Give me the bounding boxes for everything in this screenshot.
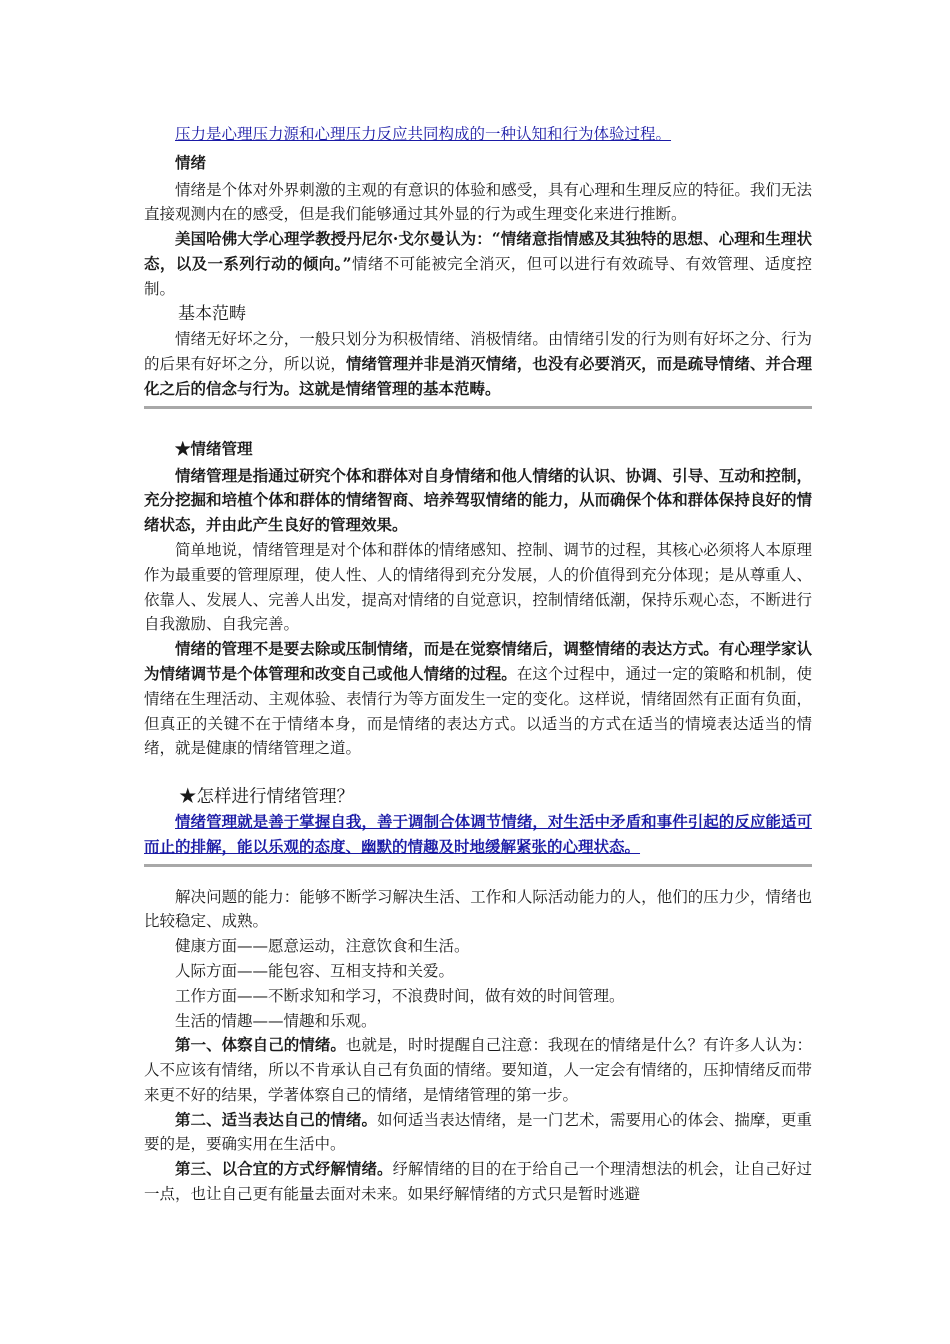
management-expression-paragraph: [144, 637, 812, 761]
basic-scope-bold: 情绪管理并非是消灭情绪，也没有必要消灭，而是疏导情绪、并合理化之后的信念与行为。这就是情绪管理的基本范畴。: [144, 354, 812, 398]
health-aspect-line: 健康方面——愿意运动，注意饮食和生活。: [175, 937, 470, 956]
interpersonal-aspect-line: 人际方面——能包容、互相支持和关爱。: [175, 961, 455, 980]
problem-solving-paragraph: 解决问题的能力：能够不断学习解决生活、工作和人际活动能力的人，他们的压力少，情绪也比较稳定、成熟。: [144, 887, 812, 931]
goleman-quote-rest: 情绪不可能被完全消灭，但可以进行有效疏导、有效管理、适度控制。: [144, 254, 812, 298]
basic-scope-paragraph: [144, 327, 812, 401]
step-one-title: 第一、体察自己的情绪。: [175, 1035, 346, 1055]
how-to-manage-heading: ★怎样进行情绪管理？: [179, 787, 354, 808]
step-one-text: 也就是，时时提醒自己注意：我现在的情绪是什么？有许多人认为：人不应该有情绪，所以不肯承认自己有负面的情绪。要知道，人一定会有情绪的，压抑情绪反而带来更不好的结果，学著体察自己的情绪，是情绪管理的第一步。: [144, 1036, 812, 1104]
step-two-text: 如何适当表达情绪，是一门艺术，需要用心的体会、揣摩，更重要的是，要确实用在生活中。: [144, 1110, 812, 1154]
spacer: [144, 761, 812, 785]
pressure-definition-link[interactable]: 压力是心理压力源和心理压力反应共同构成的一种认知和行为体验过程。: [175, 125, 672, 143]
management-simple-paragraph: 简单地说，情绪管理是对个体和群体的情绪感知、控制、调节的过程，其核心必须将人本原理作为最重要的管理原理，使人性、人的情绪得到充分发展，人的价值得到充分体现；是从尊重人、依靠人、发展人、完善人出发，提高对情绪的自觉意识，控制情绪低潮，保持乐观心态，不断进行自我激励、自我完善。: [144, 540, 812, 634]
step-three-title: 第三、以合宜的方式纾解情绪。: [175, 1159, 393, 1179]
life-aspect-line: 生活的情趣——情趣和乐观。: [175, 1011, 377, 1030]
goleman-quote-bold: 美国哈佛大学心理学教授丹尼尔·戈尔曼认为：“情绪意指情感及其独特的思想、心理和生理状态，以及一系列行动的倾向。”: [144, 229, 812, 273]
management-expression-bold: 情绪的管理不是要去除或压制情绪，而是在觉察情绪后，调整情绪的表达方式。有心理学家认为情绪调节是个体管理和改变自己或他人情绪的过程。: [144, 639, 812, 683]
step-three-paragraph: [144, 1157, 812, 1207]
step-one-paragraph: [144, 1033, 812, 1107]
spacer: [144, 409, 812, 433]
step-three-text: 纾解情绪的目的在于给自己一个理清想法的机会，让自己好过一点，也让自己更有能量去面对未来。如果纾解情绪的方式只是暂时逃避: [144, 1160, 812, 1204]
management-expression-rest: 在这个过程中，通过一定的策略和机制，使情绪在生理活动、主观体验、表情行为等方面发生一定的变化。这样说，情绪固然有正面有负面，但真正的关键不在于情绪本身，而是情绪的表达方式。以适当的方式在适当的情境表达适当的情绪，就是健康的情绪管理之道。: [144, 664, 812, 758]
step-two-title: 第二、适当表达自己的情绪。: [175, 1109, 377, 1129]
basic-scope-plain: 情绪无好坏之分，一般只划分为积极情绪、消极情绪。由情绪引发的行为则有好坏之分、行为的后果有好坏之分，所以说，: [144, 330, 812, 374]
goleman-quote-paragraph: [144, 227, 812, 301]
work-aspect-line: 工作方面——不断求知和学习，不浪费时间，做有效的时间管理。: [175, 986, 625, 1005]
emotion-heading: 情绪: [175, 152, 207, 172]
spacer: [144, 867, 812, 885]
emotion-management-heading: ★情绪管理: [175, 438, 253, 458]
emotion-definition-paragraph: 情绪是个体对外界刺激的主观的有意识的体验和感受，具有心理和生理反应的特征。我们无法直接观测内在的感受，但是我们能够通过其外显的行为或生理变化来进行推断。: [144, 180, 812, 224]
how-to-manage-link-paragraph: [144, 810, 812, 860]
pressure-definition-paragraph: [144, 122, 812, 147]
how-to-manage-link[interactable]: 情绪管理就是善于掌握自我，善于调制合体调节情绪，对生活中矛盾和事件引起的反应能适可而止的排解，能以乐观的态度、幽默的情趣及时地缓解紧张的心理状态。: [144, 811, 812, 856]
basic-scope-heading: 基本范畴: [178, 303, 246, 324]
document-page: [144, 122, 812, 1207]
step-two-paragraph: [144, 1108, 812, 1158]
management-definition-paragraph: 情绪管理是指通过研究个体和群体对自身情绪和他人情绪的认识、协调、引导、互动和控制，充分挖掘和培植个体和群体的情绪智商、培养驾驭情绪的能力，从而确保个体和群体保持良好的情绪状态，并由此产生良好的管理效果。: [144, 465, 812, 535]
